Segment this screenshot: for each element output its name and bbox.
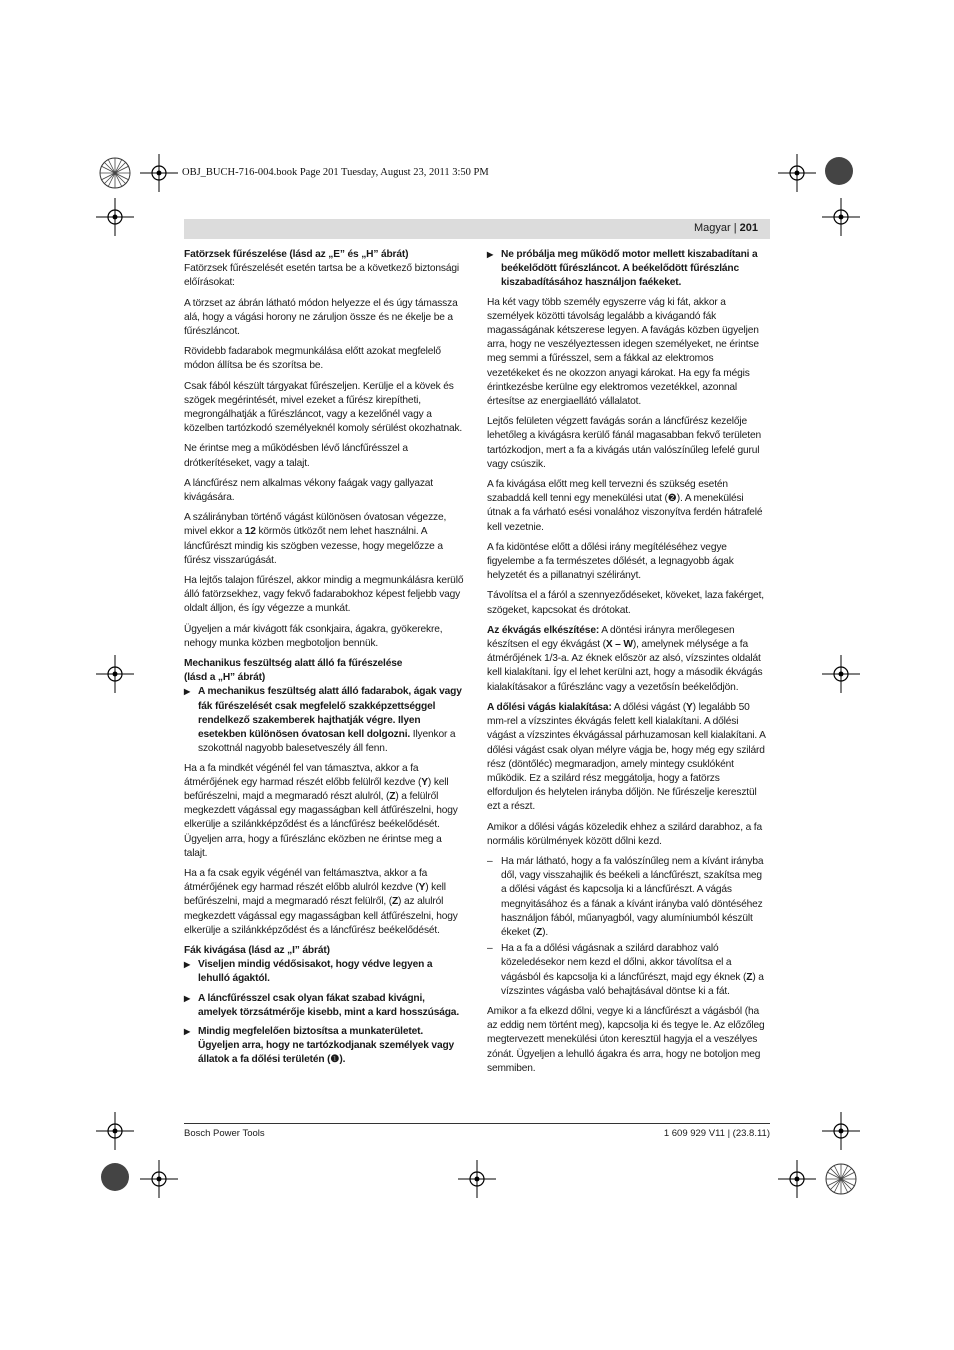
text-run: Ha a fa csak egyik végénél van feltámasztva, akkor a fa átmérőjének egy harmad részét előbb alulról kezdve ( <box>184 867 428 894</box>
paragraph: Amikor a dőlési vágás közeledik ehhez a szilárd darabhoz, a fa normális körülmények között dőlni kezd. <box>487 821 762 847</box>
text-run: Ilyenkor a szokottnál nagyobb balesetveszély áll fenn. <box>198 729 456 755</box>
section-heading: Fák kivágása (lásd az „I” ábrát) <box>184 944 330 956</box>
crosshair-mark-icon <box>822 198 860 236</box>
text-run: ) kell befűrészelni, majd a megmaradó részt felülről, ( <box>184 882 446 908</box>
warning-bullet: ▶ Mindig megfelelően biztosítsa a munkaterületet. Ügyeljen arra, hogy ne tartózkodjanak személyek vagy állatok a fa dőlési területén (❶). <box>184 1025 464 1068</box>
header-separator: | <box>733 222 737 234</box>
crosshair-mark-icon <box>822 655 860 693</box>
text-run: ) a vízszintes vágásba való behajtásával döntse ki a fát. <box>501 971 764 997</box>
crosshair-mark-icon <box>822 1112 860 1150</box>
text-run: A dőlési vágást ( <box>611 701 687 713</box>
crosshair-mark-icon <box>96 655 134 693</box>
reference-letter: Y <box>686 701 693 713</box>
language-label: Magyar <box>693 222 731 234</box>
reference-letter: Z <box>389 790 396 802</box>
page-header-bar <box>184 219 770 239</box>
paragraph <box>487 624 767 695</box>
warning-bullet: ▶ Ne próbálja meg működő motor mellett kiszabadítani a beékelődött fűrészláncot. A beékelődött fűrészlánc kiszabadításához használjon faékeket. <box>487 248 767 291</box>
text-run: Ha a fa a dőlési vágásnak a szilárd darabhoz való közeledésekor nem kezd el dőlni, akkor távolítsa el a vágásból és kapcsolja ki a láncfűrészt, majd egy éknek ( <box>501 943 747 983</box>
footer-document-number: 1 609 929 V11 | (23.8.11) <box>663 1128 770 1139</box>
paragraph: Ne érintse meg a működésben lévő láncfűrésszel a drótkerítéseket, vagy a talajt. <box>184 443 408 469</box>
registration-dot-icon <box>98 1160 132 1194</box>
run-in-heading: Az ékvágás elkészítése: <box>487 624 600 636</box>
paragraph <box>184 762 464 861</box>
registration-dot-icon <box>822 154 856 188</box>
reference-letter: Y <box>418 882 426 894</box>
text-run: ) legalább 50 mm-rel a vízszintes ékvágás felett kell kialakítani. A dőlési vágást a vízszintes ékvágással párhuzamosan kell kialakítani. A dőlési vágást csak olyan mélyre vágja be, hogy még egy szilárd rész (döntőléc) megmaradjon, amely mintegy csuklóként működik. Ez a szilárd rész meggátolja, hogy a fatörzs elforduljon és helytelen irányba dőljön. Ne fűrészelje keresztül ezt a részt. <box>487 701 766 813</box>
text-run: ), amelynek mélysége a fa átmérőjének 1/3-a. Az éknek először az alsó, vízszintes oldalát kell kialakítani. Így el lehet kerülni azt, hogy a második ékvágás kialakításakor a fűrészlánc vagy a vezetősín beékelődjön. <box>487 639 763 693</box>
paragraph: Csak fából készült tárgyakat fűrészeljen. Kerülje el a kövek és szögek megérintését, mivel ezeket a fűrész kirepítheti, megrongálhatják a fűrészláncot, vagy a kezelőnél vagy a közelben tartózkodó személyeknél komoly sérülést okozhatnak. <box>184 380 463 435</box>
reference-number: 12 <box>244 526 256 538</box>
reference-letter: Z <box>746 971 753 983</box>
paragraph: A láncfűrész nem alkalmas vékony faágak vagy gallyazat kivágására. <box>184 477 433 504</box>
section-heading: Mechanikus feszültség alatt álló fa fűrészelése <box>184 658 403 670</box>
page-header-label <box>694 222 758 234</box>
text-run: ) kell befűrészelni, majd a megmaradó részt alulról, ( <box>184 776 449 802</box>
text-run: A döntési irányra merőlegesen készítsen el egy ékvágást ( <box>487 624 735 651</box>
paragraph: Ügyeljen a már kivágott fák csonkjaira, ágakra, gyökerekre, nehogy munka közben megbotoljon bennük. <box>184 623 443 649</box>
reference-letter: Y <box>421 776 428 788</box>
text-run: Ha a fa mindkét végénél fel van támasztva, akkor a fa átmérőjének egy harmad részét előbb felülről kezdve ( <box>184 762 422 788</box>
crosshair-mark-icon <box>778 1160 816 1198</box>
paragraph: Fatörzsek fűrészelését esetén tartsa be a következő biztonsági előírásokat: <box>184 263 459 289</box>
crosshair-mark-icon <box>96 198 134 236</box>
text-run: körmös ütközőt nem lehet használni. A láncfűrészt mindig kis szögben vezesse, hogy megelőzze a fűrész visszarúgását. <box>184 526 443 566</box>
reference-letter: Z <box>391 896 399 908</box>
paragraph: Távolítsa el a fáról a szennyeződéseket, köveket, laza fakérget, szögeket, kapcsokat és drótokat. <box>487 590 764 616</box>
crosshair-mark-icon <box>458 1160 496 1198</box>
paragraph: Rövidebb fadarabok megmunkálása előtt azokat megfelelő módon állítsa be és szorítsa be. <box>184 346 441 372</box>
paragraph: A fa kivágása előtt meg kell tervezni és szükség esetén szabaddá kell tenni egy menekülési utat (❷). A menekülési útnak a fa várható esési vonalához viszonyítva ferdén hátrafelé kell vezetnie. <box>487 479 763 533</box>
warning-bullet: ▶ Viseljen mindig védősisakot, hogy védve legyen a lehulló ágaktól. <box>184 958 464 986</box>
registration-mark-icon <box>822 1160 860 1198</box>
dash-list-item <box>487 942 767 999</box>
text-run: ). <box>542 926 549 938</box>
paragraph <box>487 701 767 815</box>
crosshair-mark-icon <box>140 1160 178 1198</box>
crosshair-mark-icon <box>778 154 816 192</box>
paragraph: A törzset az ábrán látható módon helyezze el és úgy támassza alá, hogy a vágási horony ne záruljon össze és ne ékelje be a fűrészláncot. <box>184 297 458 338</box>
paragraph: Ha lejtős talajon fűrészel, akkor mindig a megmunkálásra kerülő álló fatörzsekhez, vagy fekvő fadarabokhoz képest feljebb vagy oldalt álljon, és így végezze a munkát. <box>184 575 464 615</box>
right-column <box>487 248 767 1082</box>
footer-brand: Bosch Power Tools <box>184 1128 265 1139</box>
text-run: Ha már látható, hogy a fa valószínűleg nem a kívánt irányba dől, vagy visszahajlik és beékeli a láncfűrészt, szakítsa meg a dőlési vágást és kapcsolja ki a láncfűrészt. A vágás megnyitásához és a fának a kívánt irányba való döntéséhez használjon fából, műanyagból, vagy alumíniumból készült ékeket ( <box>501 855 764 938</box>
proof-info-line: OBJ_BUCH-716-004.book Page 201 Tuesday, August 23, 2011 3:50 PM <box>182 167 489 178</box>
crosshair-mark-icon <box>140 154 178 192</box>
reference-letter: X – W <box>605 639 633 651</box>
paragraph: A fa kidöntése előtt a dőlési irány megítéléséhez vegye figyelembe a fa természetes dőlését, a legnagyobb ágak helyzetét és a pillanatnyi szélirányt. <box>487 541 734 582</box>
warning-bullet: ▶ A láncfűrésszel csak olyan fákat szabad kivágni, amelyek törzsátmérője kisebb, mint a kard hosszúsága. <box>184 992 464 1020</box>
paragraph: Ha két vagy több személy egyszerre vág ki fát, akkor a személyek közötti távolság legalább a kivágandó fák magasságának kétszerese legyen. A favágás közben ügyeljen arra, hogy ne veszélyeztessen idegen személyeket, ne érintse meg semmi a fűrésszel, sem a fákkal az elektromos vezetékeket és ne okozzon anyagi károkat. Ha egy fa mégis érintkezésbe kerülne egy elektromos vezetékkel, azonnal értesítse az energiaellátó vállalatot. <box>487 296 759 408</box>
dash-list-item <box>487 855 767 940</box>
text-run: A szálirányban történő vágást különösen óvatosan végezze, mivel ekkor a <box>184 512 447 538</box>
paragraph <box>184 867 464 938</box>
run-in-heading: A dőlési vágás kialakítása: <box>487 701 612 713</box>
paragraph: Amikor a fa elkezd dőlni, vegye ki a láncfűrészt a vágásból (ha az eddig nem történt meg), kapcsolja ki és tegye le. Az előzőleg megtervezett menekülési úton keresztül hagyja el a veszélyes zónát. Ügyeljen a lehulló ágakra és arra, hogy ne botoljon meg semmiben. <box>487 1005 765 1074</box>
reference-letter: Z <box>536 926 543 938</box>
page-footer <box>184 1123 770 1139</box>
paragraph: Lejtős felületen végzett favágás során a láncfűrész kezelője lehetőleg a kivágásra kerülő fánál magasabban fekvő területen tartózkodjon, mert a fa a kivágás után valószínűleg lefelé gurul vagy csúszik. <box>487 416 762 470</box>
text-run: ) az alulról megkezdett vágással egy magasságban kell átfűrészelni, hogy elkerülje a szilánkképződést és a láncfűrész beékelődését. <box>184 896 458 936</box>
paragraph <box>184 511 464 568</box>
left-column <box>184 248 464 1073</box>
text-run: ) a felülről megkezdett vágással egy magasságban kell átfűrészelni, hogy elkerülje a szilánkképződést és a láncfűrész beékelődését. Ügyeljen arra, hogy a fűrészlánc eközben ne érintse meg a talajt. <box>184 790 458 859</box>
text-run: A mechanikus feszültség alatt álló fadarabok, ágak vagy fák fűrészelését csak megfelelő szakképzettséggel rendelkező szakemberek hajthatják végre. Ilyen esetekben különösen óvatosan kell dolgozni. <box>198 686 462 741</box>
section-heading: (lásd a „H” ábrát) <box>184 672 266 684</box>
section-heading: Fatörzsek fűrészelése (lásd az „E” és „H” ábrát) <box>184 249 409 260</box>
page-number: 201 <box>739 222 758 234</box>
warning-bullet <box>184 685 464 756</box>
crosshair-mark-icon <box>96 1112 134 1150</box>
registration-mark-icon <box>96 154 134 192</box>
